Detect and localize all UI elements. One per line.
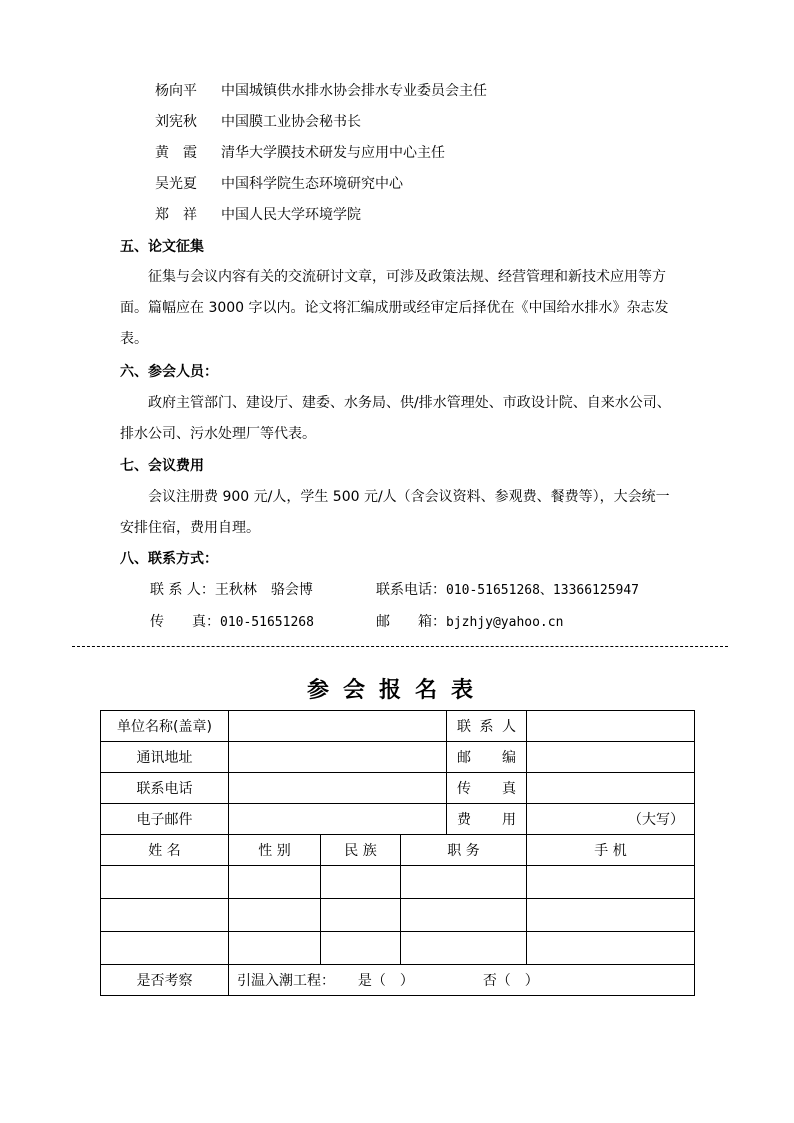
- contact-row: [150, 580, 313, 600]
- visit-no-option[interactable]: 否（ ）: [482, 973, 539, 989]
- registration-form-table: [100, 710, 695, 996]
- attendee-ethnicity-cell[interactable]: [321, 932, 401, 965]
- attendee-gender-cell[interactable]: [229, 866, 321, 899]
- form-header-row: [101, 835, 695, 866]
- column-header-gender: 性 别: [229, 835, 321, 866]
- attendee-position-cell[interactable]: [401, 932, 527, 965]
- email-input-cell[interactable]: [229, 804, 447, 835]
- form-row: [101, 711, 695, 742]
- committee-row: [155, 81, 487, 101]
- visit-label: 是否考察: [101, 965, 229, 996]
- fee-label: 费 用: [447, 804, 527, 835]
- postcode-input-cell[interactable]: [527, 742, 695, 773]
- contact-email-value: bjzhjy@yahoo.cn: [446, 615, 564, 630]
- section-body-fees: 会议注册费 900 元/人，学生 500 元/人（含会议资料、参观费、餐费等），大会统一安排住宿，费用自理。: [120, 489, 670, 536]
- attendee-mobile-cell[interactable]: [527, 866, 695, 899]
- form-row: [101, 804, 695, 835]
- address-label: 通讯地址: [101, 742, 229, 773]
- section-body-papers: 征集与会议内容有关的交流研讨文章，可涉及政策法规、经营管理和新技术应用等方面。篇幅应在 3000 字以内。论文将汇编成册或经审定后择优在《中国给水排水》杂志发表。: [120, 269, 669, 347]
- visit-yes-option[interactable]: 是（ ）: [357, 973, 414, 989]
- attendee-position-cell[interactable]: [401, 866, 527, 899]
- attendee-gender-cell[interactable]: [229, 932, 321, 965]
- committee-title: 中国科学院生态环境研究中心: [221, 176, 403, 192]
- committee-row: [155, 112, 361, 132]
- contact-person-label-cell: 联 系 人: [447, 711, 527, 742]
- contact-phone-label: 联系电话：: [376, 582, 446, 598]
- section-heading-papers: 五、论文征集: [120, 239, 204, 255]
- phone-label: 联系电话: [101, 773, 229, 804]
- section-body-attendees: 政府主管部门、建设厅、建委、水务局、供/排水管理处、市政设计院、自来水公司、排水公司、污水处理厂等代表。: [120, 395, 671, 442]
- committee-row: [155, 174, 403, 194]
- cut-line-divider: [72, 646, 728, 647]
- committee-name: 杨向平: [155, 83, 197, 99]
- committee-row: [155, 205, 361, 225]
- attendee-gender-cell[interactable]: [229, 899, 321, 932]
- form-row: [101, 773, 695, 804]
- committee-title: 中国人民大学环境学院: [221, 207, 361, 223]
- committee-title: 中国膜工业协会秘书长: [221, 114, 361, 130]
- address-input-cell[interactable]: [229, 742, 447, 773]
- fee-hint: （大写）: [628, 812, 685, 828]
- form-row: [101, 742, 695, 773]
- attendee-name-cell[interactable]: [101, 932, 229, 965]
- visit-options-cell: [229, 965, 695, 996]
- section-heading-fees: 七、会议费用: [120, 458, 204, 474]
- contact-person-input-cell[interactable]: [527, 711, 695, 742]
- email-label: 电子邮件: [101, 804, 229, 835]
- attendee-row: [101, 899, 695, 932]
- contact-email-label: 邮 箱：: [376, 614, 446, 630]
- phone-row: [376, 580, 639, 601]
- column-header-name: 姓 名: [101, 835, 229, 866]
- postcode-label: 邮 编: [447, 742, 527, 773]
- column-header-position: 职 务: [401, 835, 527, 866]
- attendee-mobile-cell[interactable]: [527, 932, 695, 965]
- attendee-ethnicity-cell[interactable]: [321, 899, 401, 932]
- attendee-name-cell[interactable]: [101, 866, 229, 899]
- section-heading-attendees: 六、参会人员：: [120, 364, 218, 380]
- attendee-name-cell[interactable]: [101, 899, 229, 932]
- fee-input-cell[interactable]: [527, 804, 695, 835]
- contact-fax-value: 010-51651268: [220, 615, 314, 630]
- committee-name: 郑 祥: [155, 207, 197, 223]
- contact-person-label: 联 系 人：: [150, 582, 215, 598]
- email-row: [376, 612, 563, 633]
- contact-phone-value: 010-51651268、13366125947: [446, 583, 640, 598]
- section-heading-contact: 八、联系方式：: [120, 551, 218, 567]
- committee-name: 吴光夏: [155, 176, 197, 192]
- contact-person-value: 王秋林 骆会博: [214, 582, 313, 598]
- committee-title: 清华大学膜技术研发与应用中心主任: [221, 145, 445, 161]
- column-header-mobile: 手 机: [527, 835, 695, 866]
- committee-title: 中国城镇供水排水协会排水专业委员会主任: [221, 83, 487, 99]
- attendee-row: [101, 866, 695, 899]
- column-header-ethnicity: 民 族: [321, 835, 401, 866]
- phone-input-cell[interactable]: [229, 773, 447, 804]
- fax-label: 传 真: [447, 773, 527, 804]
- visit-row: [101, 965, 695, 996]
- fax-row: [150, 612, 314, 633]
- committee-name: 刘宪秋: [155, 114, 197, 130]
- visit-project-label: 引温入潮工程：: [237, 973, 335, 989]
- committee-row: [155, 143, 445, 163]
- unit-label: 单位名称(盖章): [101, 711, 229, 742]
- attendee-row: [101, 932, 695, 965]
- attendee-position-cell[interactable]: [401, 899, 527, 932]
- attendee-ethnicity-cell[interactable]: [321, 866, 401, 899]
- attendee-mobile-cell[interactable]: [527, 899, 695, 932]
- contact-fax-label: 传 真：: [150, 614, 220, 630]
- fax-input-cell[interactable]: [527, 773, 695, 804]
- form-title: 参会报名表: [306, 678, 487, 703]
- committee-name: 黄 霞: [155, 145, 197, 161]
- unit-input-cell[interactable]: [229, 711, 447, 742]
